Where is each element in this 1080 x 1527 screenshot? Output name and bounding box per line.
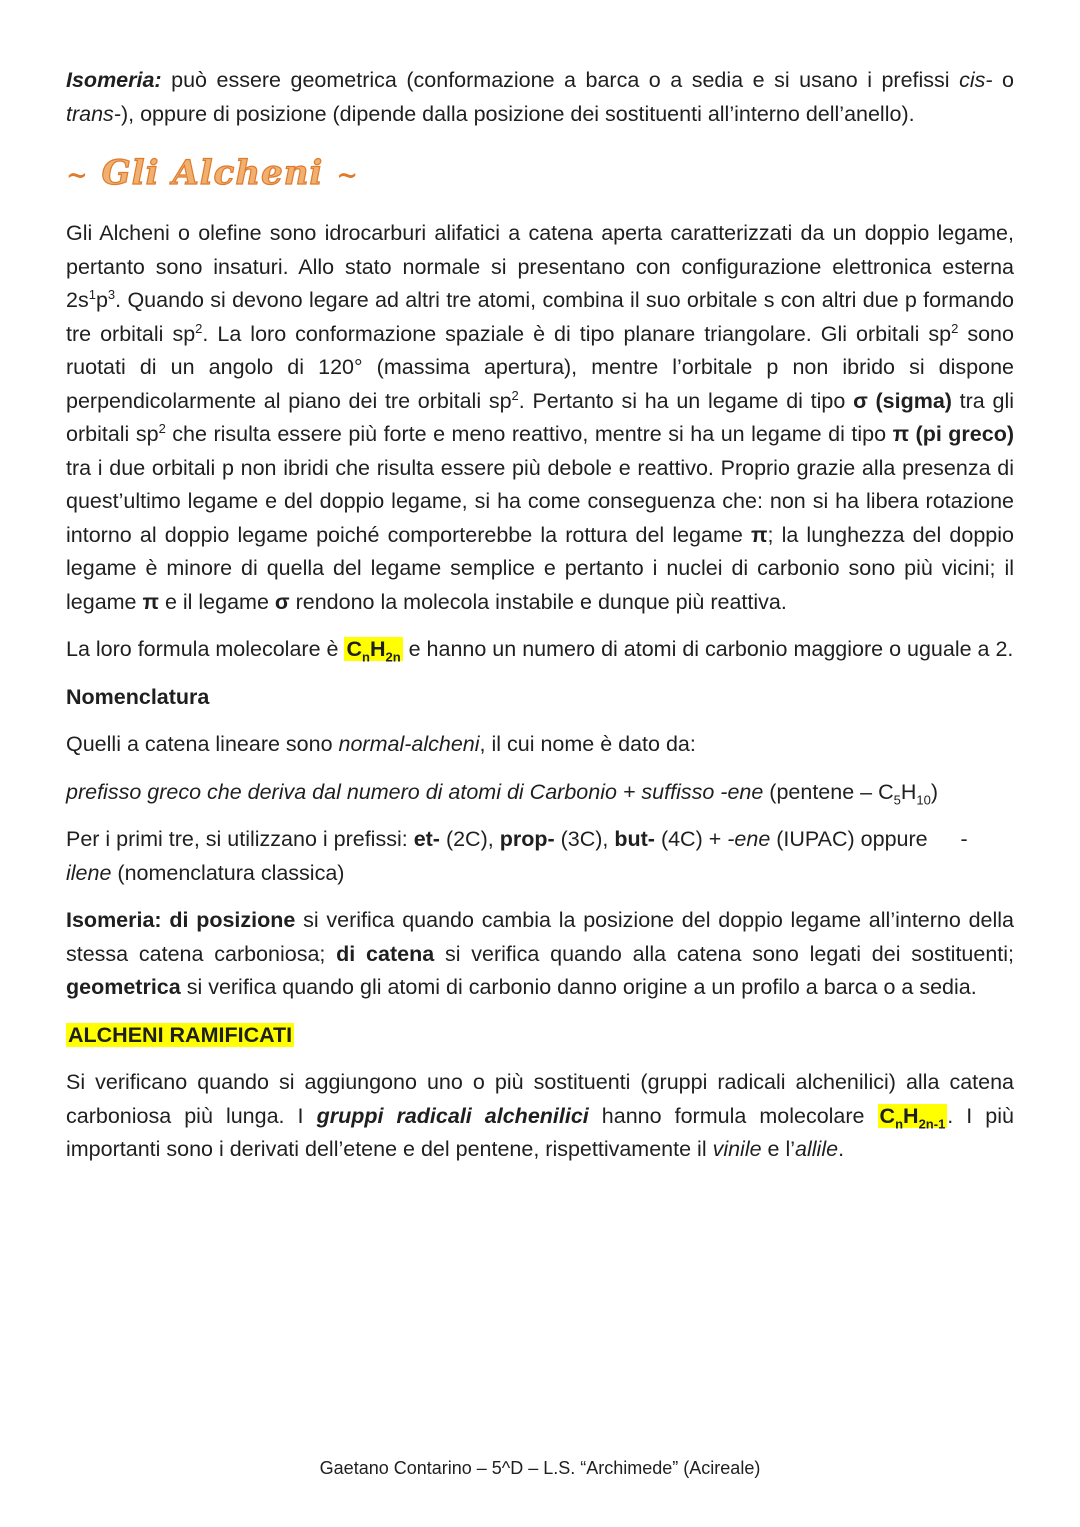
formula-highlight: $C_nH_{2n}$ — [346, 637, 401, 665]
naming-rule-paragraph: prefisso greco che deriva dal numero di atomi di Carbonio + suffisso -ene (pentene – $C_5H_{10}$) — [66, 779, 939, 807]
ramificati-heading: ALCHENI RAMIFICATI — [68, 1022, 293, 1047]
ramificati-paragraph: Si verificano quando si aggiungono uno o più sostituenti (gruppi radicali alchenilici) alla catena carboniosa più lunga. I gruppi radicali alchenilici hanno formula molecolare $C_nH_{2n-1}$. I più importanti sono i derivati dell’etene e del pentene, rispettivamente il vinile e l’allile. — [66, 1070, 1015, 1161]
normal-alcheni-paragraph: Quelli a catena lineare sono normal-alcheni, il cui nome è dato da: — [66, 732, 696, 756]
isomeria-alcheni-paragraph: Isomeria: di posizione si verifica quando cambia la posizione del doppio legame all’interno della stessa catena carboniosa; di catena si verifica quando alla catena sono legati dei sostituenti; geometrica si verifica quando gli atomi di carbonio danno origine a un profilo a barca o a sedia. — [66, 908, 1015, 999]
nomenclatura-heading: Nomenclatura — [66, 684, 210, 709]
prefixes-paragraph: Per i primi tre, si utilizzano i prefissi: et- (2C), prop- (3C), but- (4C) + -ene (IUPAC) oppure - ilene (nomenclatura classica) — [66, 827, 968, 885]
ramificati-formula-highlight: $C_nH_{2n-1}$ — [879, 1103, 946, 1131]
section-title: ~ Gli Alcheni ~ — [66, 153, 359, 193]
section-title-text: Gli Alcheni — [101, 153, 324, 193]
page-footer: Gaetano Contarino – 5^D – L.S. “Archimede” (Acireale) — [319, 1458, 761, 1478]
page-content — [66, 64, 1014, 1167]
isomeria-cicloalcani-paragraph: Isomeria: può essere geometrica (conformazione a barca o a sedia e si usano i prefissi cis- o trans-), oppure di posizione (dipende dalla posizione dei sostituenti all’interno dell’anello). — [66, 68, 1014, 126]
intro-paragraph: Gli Alcheni o olefine sono idrocarburi alifatici a catena aperta caratterizzati da un doppio legame, pertanto sono insaturi. Allo stato normale si presentano con configurazione elettronica esterna $2s^1p^3$. Quando si devono legare ad altri tre atomi, combina il suo orbitale s con altri due p formando tre orbitali $sp^2$. La loro conformazione spaziale è di tipo planare triangolare. Gli orbitali $sp^2$ sono ruotati di un angolo di 120° (massima apertura), mentre l’orbitale p non ibrido si dispone perpendicolarmente al piano dei tre orbitali $sp^2$. Pertanto si ha un legame di tipo σ (sigma) tra gli orbitali $sp^2$ che risulta essere più forte e meno reattivo, mentre si ha un legame di tipo π (pi greco) tra i due orbitali p non ibridi che risulta essere più debole e reattivo. Proprio grazie alla presenza di quest’ultimo legame e del doppio legame, si ha come conseguenza che: non si ha libera rotazione intorno al doppio legame poiché comporterebbe la rottura del legame π; la lunghezza del doppio legame è minore di quella del legame semplice e pertanto i nuclei di carbonio sono più vicini; il legame π e il legame σ rendono la molecola instabile e dunque più reattiva. — [66, 221, 1015, 614]
formula-paragraph: La loro formula molecolare è $C_nH_{2n}$ e hanno un numero di atomi di carbonio maggiore o uguale a 2. — [66, 637, 1014, 665]
